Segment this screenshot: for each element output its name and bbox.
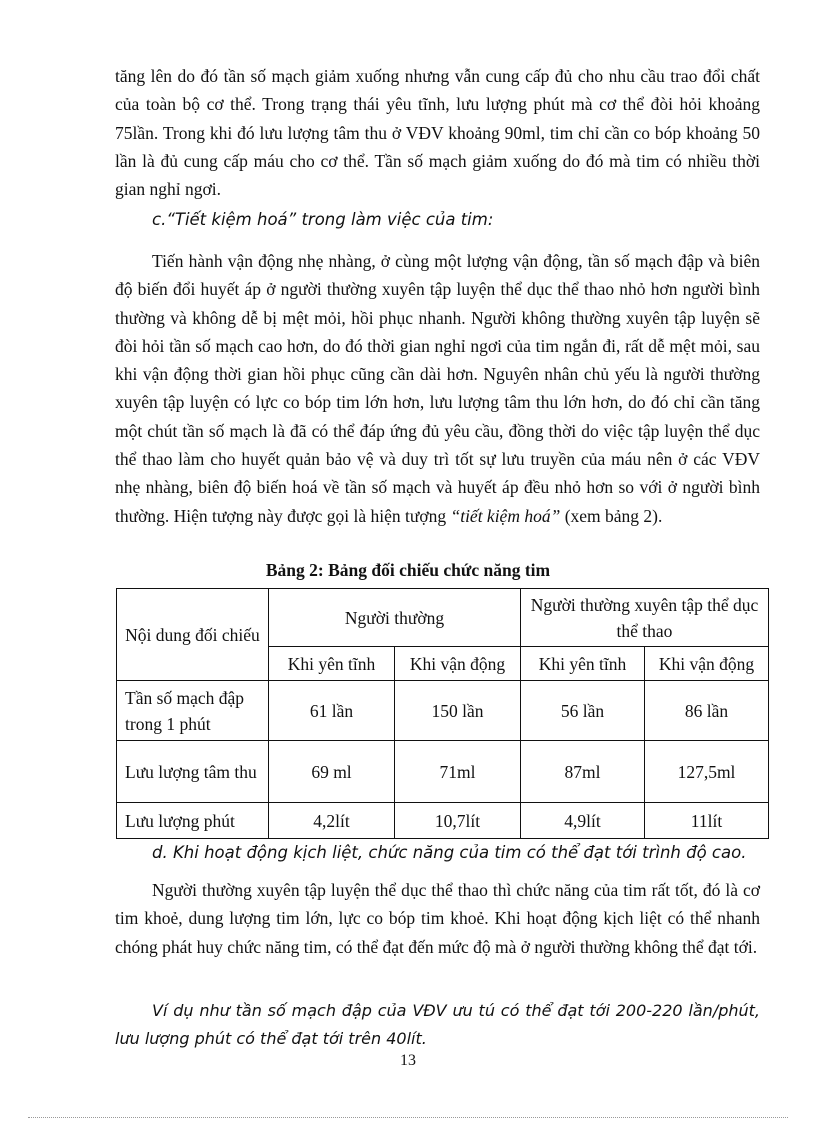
table-cell: 11lít bbox=[645, 803, 769, 839]
comparison-table bbox=[116, 588, 769, 839]
paragraph-heart-rate: tăng lên do đó tần số mạch giảm xuống nhưng vẫn cung cấp đủ cho nhu cầu trao đổi chất của toàn bộ cơ thể. Trong trạng thái yêu tĩnh, lưu lượng phút mà cơ thể đòi hỏi khoảng 75lần. Trong khi đó lưu lượng tâm thu ở VĐV khoảng 90ml, tim chỉ cần co bóp khoảng 50 lần là đủ cung cấp máu cho cơ thể. Tần số mạch giảm xuống do đó mà tim có nhiều thời gian nghỉ ngơi. bbox=[115, 66, 760, 200]
header-compare: Nội dung đối chiếu bbox=[117, 589, 269, 681]
table-cell: 61 lần bbox=[269, 681, 395, 741]
table-row bbox=[117, 803, 769, 839]
table-header-row bbox=[117, 589, 769, 647]
paragraph-example: Ví dụ như tần số mạch đập của VĐV ưu tú có thể đạt tới 200-220 lần/phút, lưu lượng phút có thể đạt tới trên 40lít. bbox=[115, 1001, 760, 1048]
row-label: Tần số mạch đập trong 1 phút bbox=[117, 681, 269, 741]
row-label: Lưu lượng tâm thu bbox=[117, 741, 269, 803]
table-row bbox=[117, 741, 769, 803]
subheader-athlete-rest: Khi yên tĩnh bbox=[521, 647, 645, 681]
table-caption: Bảng 2: Bảng đối chiếu chức năng tim bbox=[265, 560, 551, 580]
table-cell: 86 lần bbox=[645, 681, 769, 741]
header-athlete: Người thường xuyên tập thể dục thể thao bbox=[521, 589, 769, 647]
table-cell: 10,7lít bbox=[395, 803, 521, 839]
table-cell: 56 lần bbox=[521, 681, 645, 741]
table-cell: 150 lần bbox=[395, 681, 521, 741]
table-cell: 69 ml bbox=[269, 741, 395, 803]
subheader-athlete-active: Khi vận động bbox=[645, 647, 769, 681]
paragraph-economization-text: Tiến hành vận động nhẹ nhàng, ở cùng một lượng vận động, tần số mạch đập và biên độ biến đổi huyết áp ở người thường xuyên tập luyện thể dục thể thao nhỏ hơn người bình thường và không dễ bị mệt mỏi, hồi phục nhanh. Người không thường xuyên tập luyện sẽ đòi hỏi tần số mạch cao hơn, do đó thời gian nghỉ ngơi của tim ngắn đi, rất dễ mệt mỏi, sau khi vận động thời gian hồi phục cũng cần dài hơn. Nguyên nhân chủ yếu là người thường xuyên tập luyện có lực co bóp tim lớn hơn, lưu lượng tâm thu lớn hơn, do đó chỉ cần tăng một chút tần số mạch là đã có thể đáp ứng đủ yêu cầu, đồng thời do việc tập luyện thể dục thể thao làm cho huyết quản bảo vệ và duy trì tốt sự lưu truyền của máu nên ở các VĐV nhẹ nhàng, biên độ biến hoá về tần số mạch và huyết áp đều nhỏ hơn so với ở người bình thường. Hiện tượng này được gọi là hiện tượng bbox=[115, 251, 760, 526]
heading-c: c.“Tiết kiệm hoá” trong làm việc của tim: bbox=[152, 210, 494, 229]
row-label: Lưu lượng phút bbox=[117, 803, 269, 839]
header-normal-person: Người thường bbox=[269, 589, 521, 647]
table-cell: 127,5ml bbox=[645, 741, 769, 803]
term-economization: “tiết kiệm hoá” bbox=[450, 505, 561, 526]
paragraph-economization bbox=[115, 247, 760, 530]
table-cell: 4,2lít bbox=[269, 803, 395, 839]
table-cell: 71ml bbox=[395, 741, 521, 803]
table-row bbox=[117, 681, 769, 741]
heading-d: d. Khi hoạt động kịch liệt, chức năng của tim có thể đạt tới trình độ cao. bbox=[152, 843, 747, 862]
paragraph-economization-tail: (xem bảng 2). bbox=[560, 505, 663, 526]
page-number: 13 bbox=[400, 1052, 416, 1069]
footer-divider bbox=[28, 1117, 788, 1118]
table-cell: 87ml bbox=[521, 741, 645, 803]
table-cell: 4,9lít bbox=[521, 803, 645, 839]
subheader-normal-active: Khi vận động bbox=[395, 647, 521, 681]
subheader-normal-rest: Khi yên tĩnh bbox=[269, 647, 395, 681]
paragraph-strong-heart: Người thường xuyên tập luyện thể dục thể thao thì chức năng của tim rất tốt, đó là cơ tim khoẻ, dung lượng tim lớn, lực co bóp tim khoẻ. Khi hoạt động kịch liệt có thể nhanh chóng phát huy chức năng tim, có thể đạt đến mức độ mà ở người thường không thể đạt tới. bbox=[115, 880, 760, 957]
